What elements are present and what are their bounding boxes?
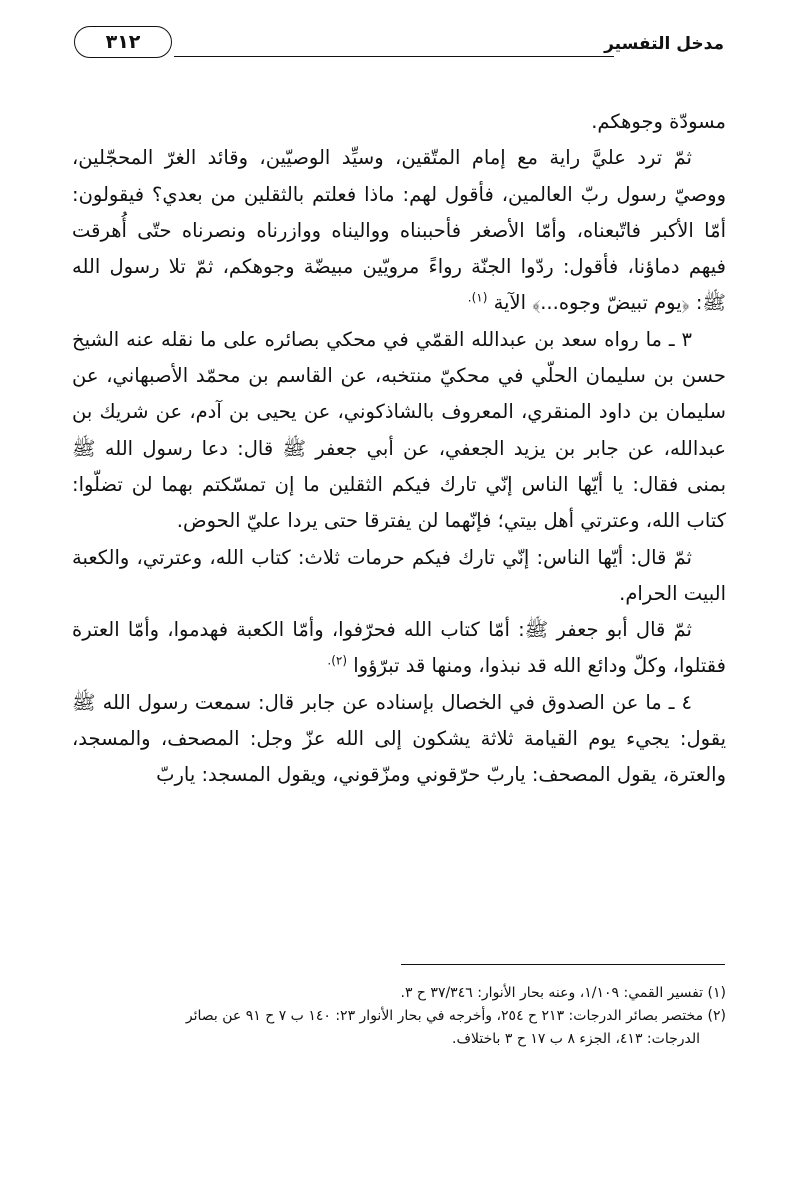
paragraph-5-text: ثمّ قال أبو جعفر ﷺ: أمّا كتاب الله فحرّفوا، وأمّا الكعبة فهدموا، وأمّا العترة فقتلوا، وكلّ ودائع الله قد نبذوا، ومنها قد تبرّؤوا (72, 618, 726, 678)
paragraph-3-text: ٣ ـ ما رواه سعد بن عبدالله القمّي في محكي بصائره على ما نقله عنه الشيخ حسن بن سليمان الحلّي في محكيّ منتخبه، عن القاسم بن محمّد الأصبهاني، عن سليمان بن داود المنقري، المعروف بالشاذكوني، عن يحيى بن آدم، عن شريك بن عبدالله، عن جابر بن يزيد الجعفي، عن أبي جعفر ﷺ قال: دعا رسول الله ﷺ بمنى فقال: يا أيّها الناس إنّي تارك فيكم الثقلين ما إن تمسّكتم بهما لن تضلّوا: كتاب الله، وعترتي أهل بيتي؛ فإنّهما لن يفترقا حتى يردا عليّ الحوض. (72, 327, 726, 533)
running-title: مدخل التفسير (604, 34, 724, 54)
paragraph-4 (72, 540, 726, 613)
paragraph-2 (72, 140, 726, 321)
header-rule (174, 56, 614, 57)
footnote-rule (401, 964, 725, 965)
paragraph-3 (72, 322, 726, 540)
paragraph-4-text: ثمّ قال: أيّها الناس: إنّي تارك فيكم حرمات ثلاث: كتاب الله، وعترتي، والكعبة البيت الحرام. (72, 545, 726, 605)
footnotes (72, 982, 726, 1051)
paragraph-2-text: ثمّ ترد عليَّ راية مع إمام المتّقين، وسيِّد الوصيّين، وقائد الغرّ المحجّلين، ووصيّ رسول ربّ العالمين، فأقول لهم: ماذا فعلتم بالثقلين من بعدي؟ فيقولون: أمّا الأكبر فاتّبعناه، وأمّا الأصغر فأحببناه وواليناه ووازرناه ونصرناه حتّى أُهرقت فيهم دماؤنا، فأقول: ردّوا الجنّة رواءً مرويّين مبيضّة وجوهكم، ثمّ تلا رسول الله ﷺ: ﴿يوم تبيضّ وجوه...﴾ الآية (72, 146, 726, 315)
footnote-2-continuation: الدرجات: ٤١٣، الجزء ٨ ب ١٧ ح ٣ باختلاف. (452, 1031, 700, 1047)
body-text (72, 104, 726, 794)
paragraph-6-text: ٤ ـ ما عن الصدوق في الخصال بإسناده عن جابر قال: سمعت رسول الله ﷺ يقول: يجيء يوم القيامة ثلاثة يشكون إلى الله عزّ وجل: المصحف، والمسجد، والعترة، يقول المصحف: ياربّ حرّقوني ومزّقوني، ويقول المسجد: ياربّ (72, 690, 726, 787)
paragraph-1 (72, 104, 726, 140)
footnote-ref-1: (١). (467, 290, 488, 305)
page-number: ٣١٢ (74, 26, 172, 58)
paragraph-5 (72, 612, 726, 685)
footnote-2: (٢) مختصر بصائر الدرجات: ٢١٣ ح ٢٥٤، وأخرجه في بحار الأنوار ٢٣: ١٤٠ ب ٧ ح ٩١ عن بصائر (185, 1008, 726, 1024)
page-header (74, 22, 724, 62)
footnote-ref-2: (٢). (327, 653, 348, 668)
footnote-1: (١) تفسير القمي: ١/١٠٩، وعنه بحار الأنوار: ٣٧/٣٤٦ ح ٣. (400, 985, 726, 1001)
paragraph-6 (72, 685, 726, 794)
paragraph-1-text: مسودّة وجوهكم. (591, 110, 726, 133)
